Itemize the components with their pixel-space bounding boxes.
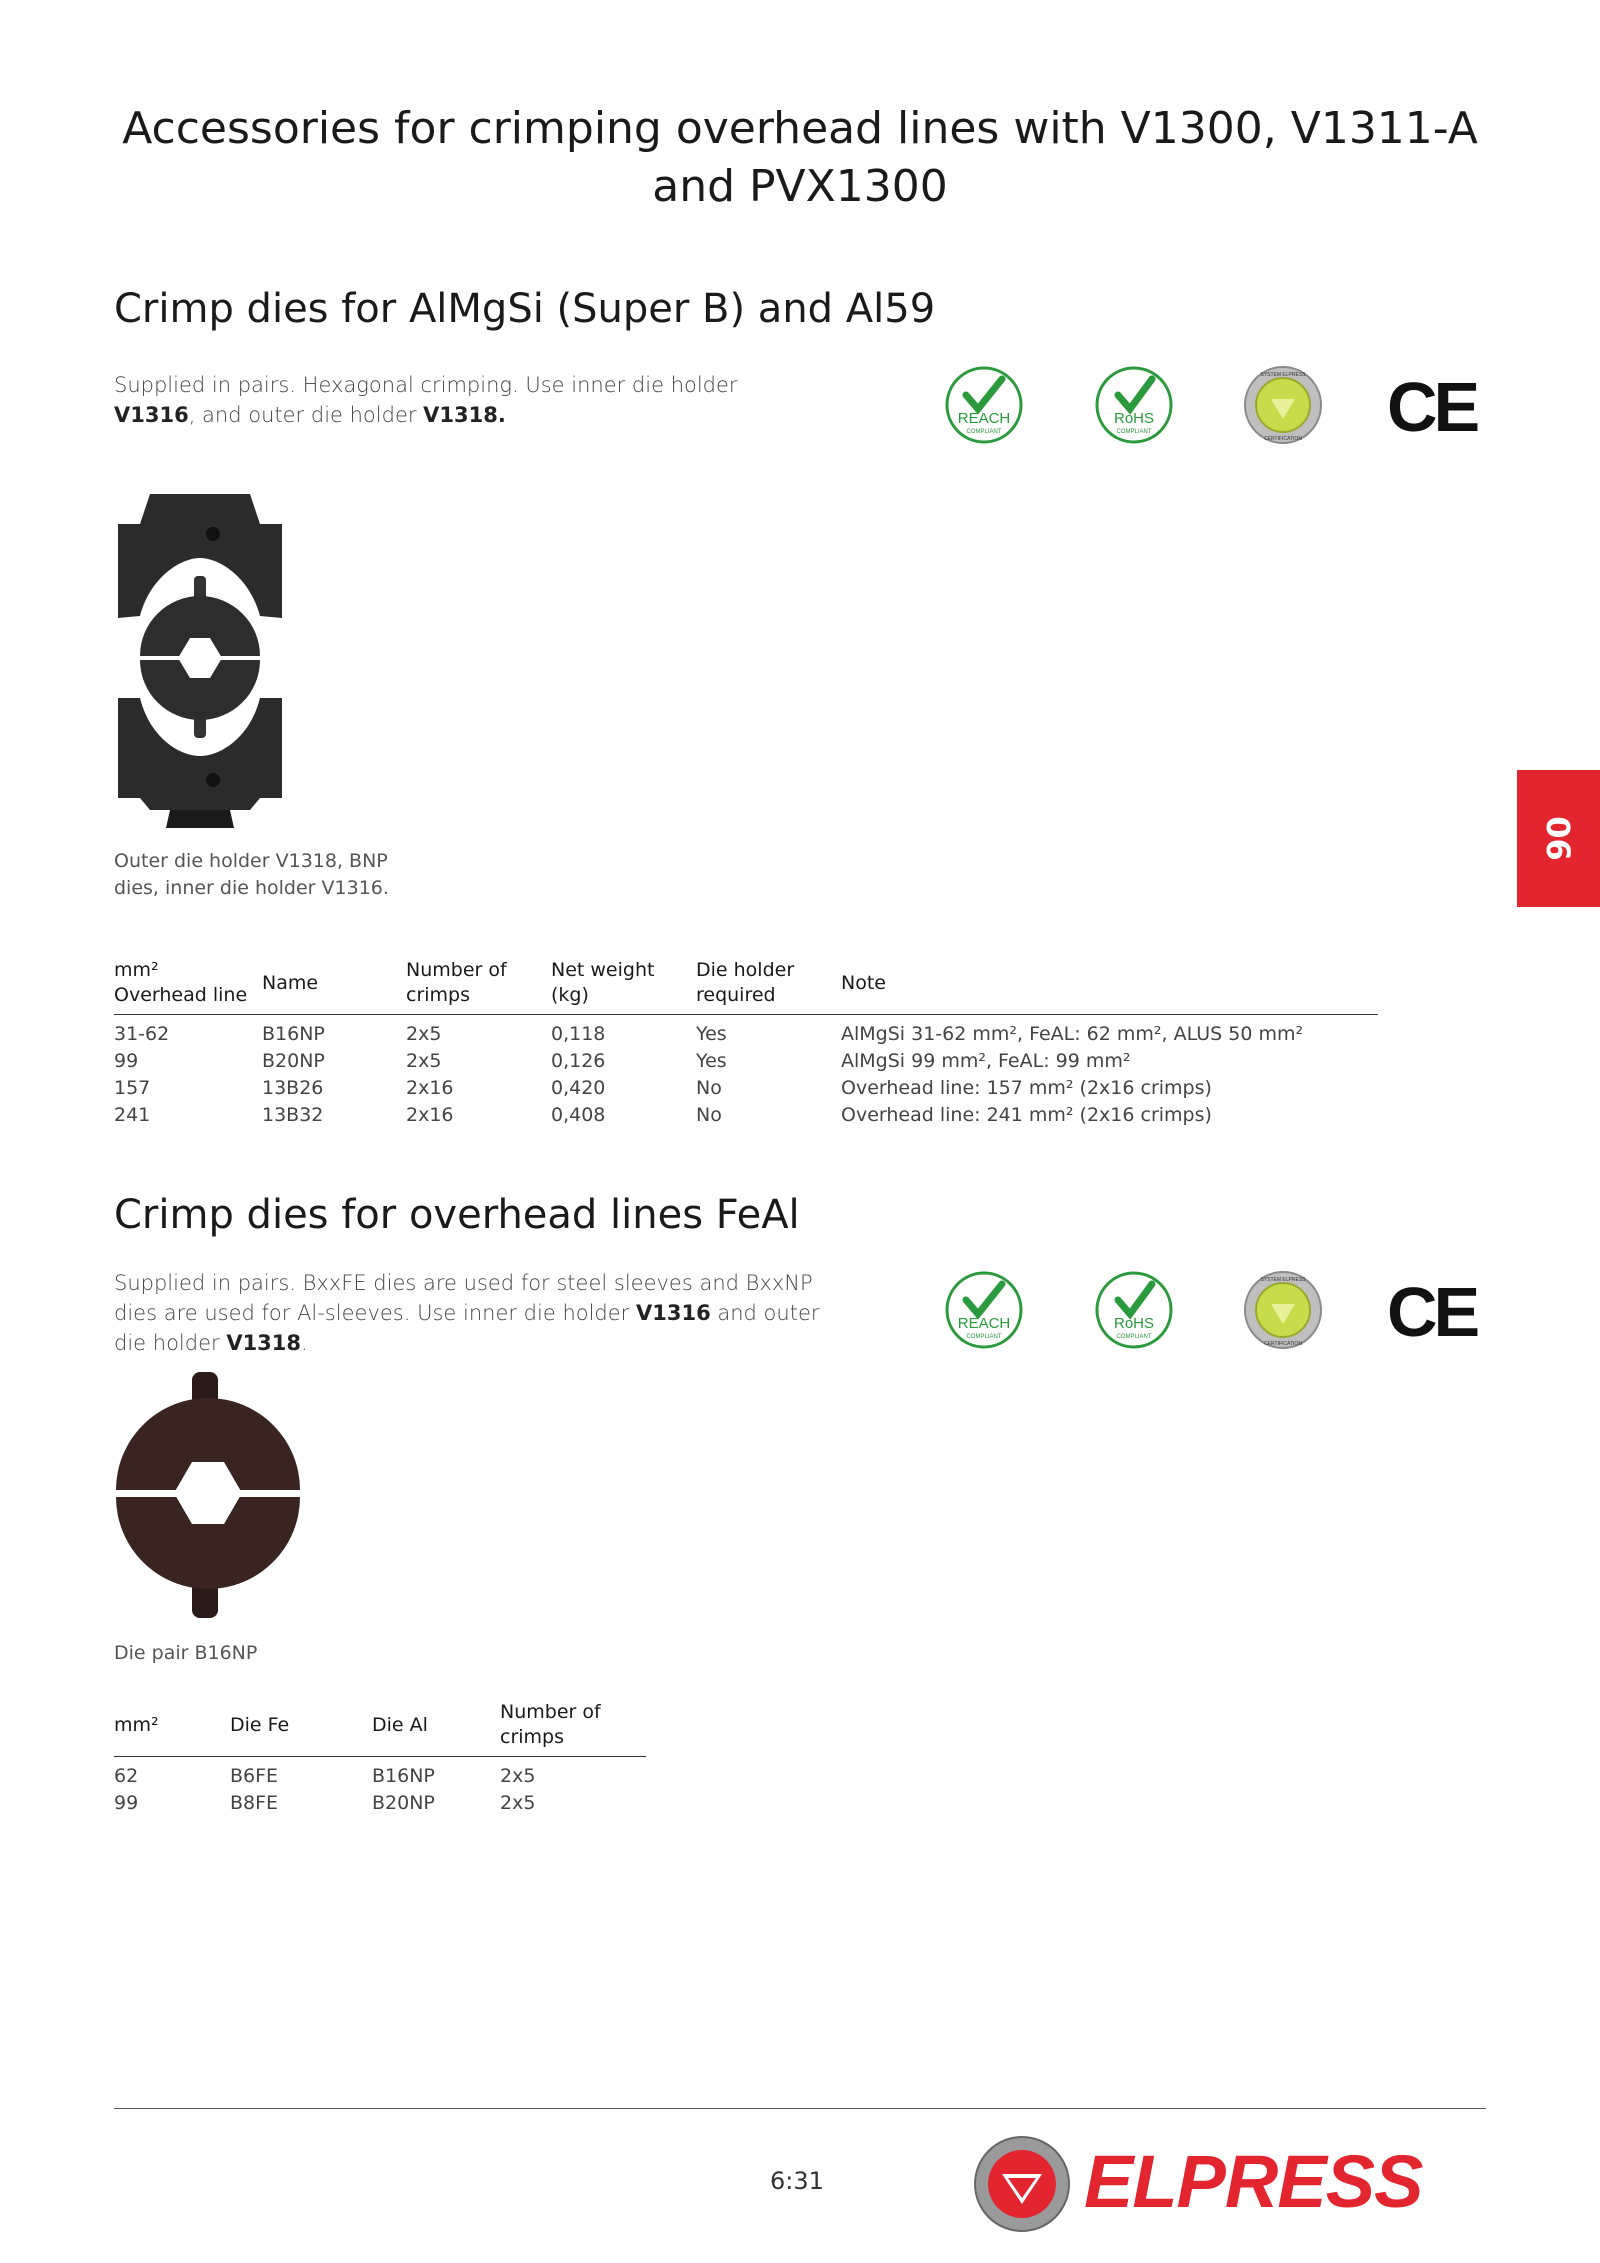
col-header-die-al: Die Al: [372, 1700, 500, 1757]
rohs-label: RoHS: [1113, 410, 1155, 427]
col-header-die-fe: Die Fe: [230, 1700, 372, 1757]
section1-intro: Supplied in pairs. Hexagonal crimping. Use inner die holder V1316, and outer die holder V1318.: [114, 373, 738, 427]
feal-dies-table: [114, 1700, 646, 1817]
reach-label: REACH: [957, 410, 1011, 427]
outer-die-holder-image: [110, 488, 290, 840]
rohs-compliant-icon: [1094, 1270, 1174, 1350]
col-header-mm2: mm²: [114, 1700, 230, 1757]
section1-heading: Crimp dies for AlMgSi (Super B) and Al59: [114, 286, 936, 332]
table-header-row: [114, 958, 1378, 1015]
table-row: 62 B6FE B16NP 2x5: [114, 1765, 536, 1787]
page-title-line2: and PVX1300: [652, 161, 948, 212]
rohs-sub-label: COMPLIANT: [1116, 429, 1152, 435]
page-title-line1: Accessories for crimping overhead lines with V1300, V1311-A: [122, 103, 1478, 154]
die-holder-v1318-ref: V1318: [226, 1331, 302, 1355]
elpress-certification-icon: [1243, 1270, 1323, 1350]
col-header-weight: Net weight (kg): [551, 958, 696, 1015]
die-holder-v1318-ref: V1318.: [423, 403, 506, 427]
col-header-note: Note: [841, 958, 1378, 1015]
table-row: 157 13B26 2x16 0,420 No Overhead line: 157 mm² (2x16 crimps): [114, 1077, 1212, 1099]
table-header-row: [114, 1700, 646, 1757]
table-row: 99 B8FE B20NP 2x5: [114, 1792, 536, 1814]
section-tab-label: 06: [1539, 816, 1578, 861]
table-row: 31-62 B16NP 2x5 0,118 Yes AlMgSi 31-62 mm², FeAL: 62 mm², ALUS 50 mm²: [114, 1023, 1304, 1045]
section1-image-caption: Outer die holder V1318, BNP dies, inner die holder V1316.: [114, 850, 389, 899]
col-header-crimps: Number of crimps: [500, 1700, 646, 1757]
certification-icons: [944, 1270, 1477, 1360]
certification-icons: [944, 365, 1477, 455]
elpress-certification-icon: [1243, 365, 1323, 445]
reach-sub-label: COMPLIANT: [966, 1334, 1002, 1340]
reach-compliant-icon: [944, 1270, 1024, 1350]
page-title: [0, 100, 1600, 216]
page-number: 6:31: [770, 2167, 824, 2195]
cert-ring-top: SYSTEM ELPRESS: [1260, 372, 1306, 378]
ce-mark: CE: [1387, 1273, 1477, 1351]
elpress-logo[interactable]: [972, 2132, 1482, 2238]
rohs-label: RoHS: [1113, 1315, 1155, 1332]
die-holder-v1316-ref: V1316: [114, 403, 189, 427]
section2-image-caption: Die pair B16NP: [114, 1642, 258, 1664]
footer-divider: [114, 2108, 1486, 2109]
section-tab[interactable]: [1517, 770, 1600, 907]
rohs-compliant-icon: [1094, 365, 1174, 445]
section2-heading: Crimp dies for overhead lines FeAl: [114, 1192, 800, 1238]
col-header-mm2: mm² Overhead line: [114, 958, 262, 1015]
crimp-dies-table: [114, 958, 1378, 1129]
cert-ring-bottom: CERTIFICATION: [1264, 436, 1302, 442]
col-header-crimps: Number of crimps: [406, 958, 551, 1015]
elpress-logo-emblem-icon: [972, 2134, 1072, 2234]
section2-intro: Supplied in pairs. BxxFE dies are used for steel sleeves and BxxNP dies are used for Al-sleeves. Use inner die holder V1316 and outer die holder V1318.: [114, 1271, 820, 1355]
die-pair-image: [112, 1370, 304, 1620]
ce-mark: CE: [1387, 368, 1477, 446]
cert-ring-top: SYSTEM ELPRESS: [1260, 1277, 1306, 1283]
reach-sub-label: COMPLIANT: [966, 429, 1002, 435]
brand-wordmark: ELPRESS: [1084, 2140, 1423, 2223]
col-header-die-holder: Die holder required: [696, 958, 841, 1015]
cert-ring-bottom: CERTIFICATION: [1264, 1341, 1302, 1347]
table-row: 241 13B32 2x16 0,408 No Overhead line: 241 mm² (2x16 crimps): [114, 1104, 1212, 1126]
col-header-name: Name: [262, 958, 406, 1015]
reach-label: REACH: [957, 1315, 1011, 1332]
table-row: 99 B20NP 2x5 0,126 Yes AlMgSi 99 mm², FeAL: 99 mm²: [114, 1050, 1131, 1072]
reach-compliant-icon: [944, 365, 1024, 445]
die-holder-v1316-ref: V1316: [636, 1301, 711, 1325]
rohs-sub-label: COMPLIANT: [1116, 1334, 1152, 1340]
